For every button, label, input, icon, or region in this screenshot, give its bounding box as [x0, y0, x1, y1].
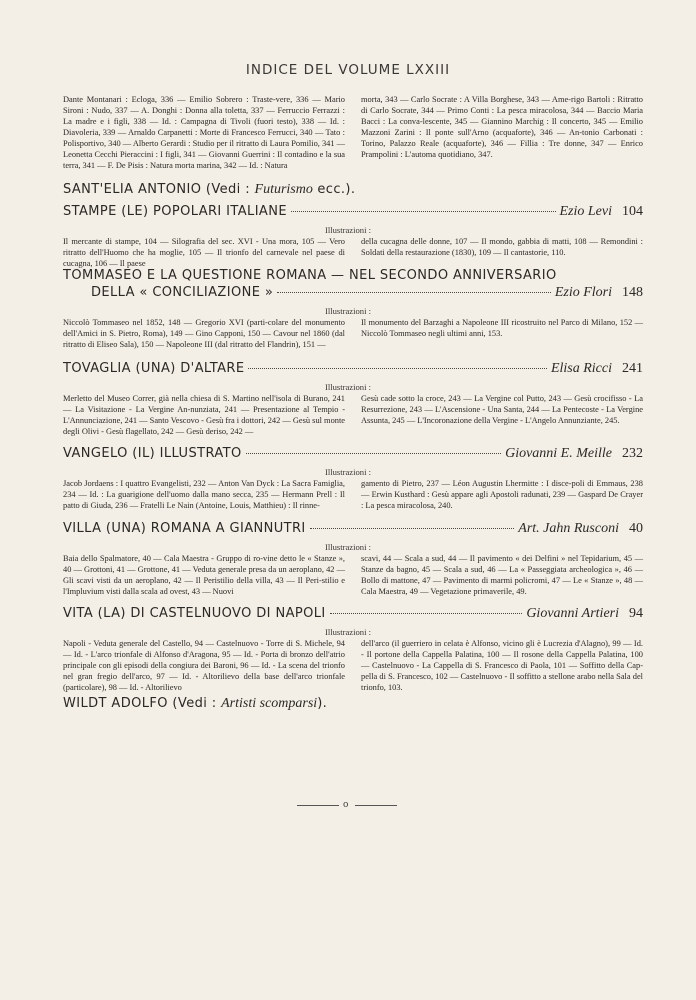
entry-title: VANGELO (IL) ILLUSTRATO [63, 446, 242, 461]
entry-reference: Futurismo [254, 182, 313, 197]
illustrations-right: dell'arco (il guerriero in celata è Alfonso, vicino gli è Lucrezia d'Alagno), 99 — Id. - Il portone della Cappella Palatina, 100 — Il rosone della Cappella Palatina, 100 — Castelnuovo - La Cappella di S. Francesco di Paola, 101 — Soffitto della Cap-pella di S. Francesco, 102 — Castelnuovo - Il soffitto a stellone arabo nella Sala del trionfo, 103. [361, 639, 643, 692]
illustrations-left: Merletto del Museo Correr, già nella chiesa di S. Martino nell'isola di Burano, 241 — La Visitazione - La Vergine An-nunziata, 241 — Presentazione al Tempio - L'Annunciazione, 241 — Santo Vescovo - Gesù fra i dottori, 242 — Gesù sul monte degli Olivi - Gesù flagellato, 242 — Gesù deriso, 242 — [63, 394, 345, 436]
entry-author: Ezio Flori [554, 285, 612, 300]
entry-author: Art. Jahn Rusconi [518, 521, 619, 536]
entry-author: Ezio Levi [559, 204, 612, 219]
intro-columns [63, 94, 643, 171]
leader-dots [291, 211, 556, 212]
entry-title: SANT'ELIA ANTONIO (Vedi : [63, 182, 255, 197]
stampe-illustrations [63, 236, 643, 269]
entry-page: 40 [629, 521, 643, 536]
entry-stampe [63, 204, 643, 220]
illustrations-right: Il monumento del Barzaghi a Napoleone III ricostruito nel Parco di Milano, 152 — Niccolò Tommaseo negli ultimi anni, 153. [361, 318, 643, 338]
ornament-line-right [355, 805, 397, 806]
illustrations-label: Illustrazioni : [324, 382, 372, 392]
illustrations-label: Illustrazioni : [324, 627, 372, 637]
leader-dots [248, 368, 546, 369]
illustrations-label: Illustrazioni : [324, 542, 372, 552]
illustrations-label: Illustrazioni : [324, 467, 372, 477]
entry-title: VILLA (UNA) ROMANA A GIANNUTRI [63, 521, 306, 536]
tommaseo-illustrations [63, 317, 643, 350]
entry-author: Elisa Ricci [550, 361, 612, 376]
leader-dots [277, 292, 551, 293]
illustrations-right: gamento di Pietro, 237 — Léon Augustin Lhermitte : I disce-poli di Emmaus, 238 — Erwin Kusthard : Gesù appare agli Apostoli radunati, 239 — Gaspard De Crayer : La pesca miracolosa, 240. [361, 479, 643, 510]
entry-author: Giovanni E. Meille [505, 446, 612, 461]
entry-page: 148 [622, 285, 643, 300]
vangelo-illustrations [63, 478, 643, 511]
illustrations-left: Il mercante di stampe, 104 — Silografia del sec. XVI - Una mora, 105 — Vero ritratto dell'Huomo che ha moglie, 105 — Il trionfo del carnevale nel paese di cucagna, 106 — Il paese [63, 237, 345, 268]
entry-title-line2: DELLA « CONCILIAZIONE » [91, 285, 274, 300]
entry-wildt [63, 696, 643, 712]
entry-title-tail: ). [317, 696, 328, 711]
entry-vangelo [63, 446, 643, 462]
illustrations-left: Niccolò Tommaseo nel 1852, 148 — Gregorio XVI (parti-colare del monumento dell'Amici in S. Pietro, Roma), 149 — Gino Capponi, 150 — Cavour nel 1860 (dal ritratto di Eliseo Sala), 150 — Napoleone III (dal ritratto del Flandrin), 151 — [63, 318, 345, 349]
entry-tommaseo [63, 268, 643, 301]
illustrations-right: della cucagna delle donne, 107 — Il mondo, gabbia di matti, 108 — Remondini : Soldati della restaurazione (1830), 109 — Il cantastorie, 110. [361, 237, 643, 257]
illustrations-left: Baia dello Spalmatore, 40 — Cala Maestra - Gruppo di ro-vine detto le « Stanze », 40 — Grottoni, 41 — Grottone, 41 — Veduta generale presa da un aeroplano, 42 — Gli scavi visti da un aeroplano, 42 — Il Peristilio della villa, 43 — Il Peri-stilio e l'Impluvium visti dalla scala ad ovest, 43 — Nuovi [63, 554, 345, 596]
entry-page: 241 [622, 361, 643, 376]
villa-illustrations [63, 553, 643, 597]
illustrations-right: scavi, 44 — Scala a sud, 44 — Il pavimento « dei Delfini » nel Tepidarium, 45 — Stanze da bagno, 45 — Scala a sud, 46 — La « Passeggiata archeologica », 46 — Bollo di mattone, 47 — Pavimento di marmi policromi, 47 — Le « Stanze », 48 — Cala Maestra, 49 — Vegetazione primaverile, 49. [361, 554, 643, 596]
entry-title: STAMPE (LE) POPOLARI ITALIANE [63, 204, 287, 219]
entry-title-tail: ecc.). [312, 182, 356, 197]
page-title: INDICE DEL VOLUME LXXIII [245, 62, 451, 78]
intro-left-column: Dante Montanari : Ecloga, 336 — Emilio Sobrero : Traste-vere, 336 — Mario Sironi : Nudo, 337 — A. Donghi : Donna alla toletta, 337 — Ferruccio Ferrazzi : La madre e i figli, 338 — Id. : Campagna di Tivoli (fuori testo), 338 — Id. : Diavoleria, 339 — Arnaldo Carpanetti : Morte di Francesco Ferrucci, 340 — Tato : Polisportivo, 340 — Alberto Gerardi : Studio per il ritratto di Laura Pomilio, 341 — Leonetta Cecchi Pieraccini : I figli, 341 — Giovanni Guerrini : Il contadino e la sua terra, 341 — F. De Pisis : Natura morta marina, 342 — Id. : Natura [63, 95, 345, 170]
illustrations-left: Napoli - Veduta generale del Castello, 94 — Castelnuovo - Torre di S. Michele, 94 — Id. - L'arco trionfale di Alfonso d'Aragona, 95 — Id. - Porta di bronzo dell'atrio principale con gli episodi della congiura dei Baroni, 96 — Id. - La scena del trionfo nel gran fregio dell'arco, 97 — Id. - Altorilievo della base dell'arco trionfale (particolare), 98 — Id. - Altorilievo [63, 639, 345, 692]
entry-title: TOVAGLIA (UNA) D'ALTARE [63, 361, 245, 376]
illustrations-label: Illustrazioni : [324, 225, 372, 235]
leader-dots [246, 453, 501, 454]
entry-page: 104 [622, 204, 643, 219]
entry-reference: Artisti scomparsi [221, 696, 318, 711]
entry-title: WILDT ADOLFO (Vedi : [63, 696, 222, 711]
illustrations-label: Illustrazioni : [324, 306, 372, 316]
entry-tovaglia [63, 361, 643, 377]
intro-right-column: morta, 343 — Carlo Socrate : A Villa Borghese, 343 — Ame-rigo Bartoli : Ritratto di Carlo Socrate, 344 — Primo Conti : La pesca miracolosa, 344 — Baccio Maria Bacci : La conva-lescente, 345 — Giannino Marchig : Il concerto, 345 — Emilio Mazzoni Zarini : Il ponte sull'Arno (acquaforte), 346 — An-tonio Carbonati : Torino, Palazzo Reale (acquaforte), 346 — Fillia : Tre donne, 347 — Enrico Prampolini : L'automa quotidiano, 347. [361, 95, 643, 159]
leader-dots [330, 613, 523, 614]
entry-page: 232 [622, 446, 643, 461]
tovaglia-illustrations [63, 393, 643, 437]
illustrations-right: Gesù cade sotto la croce, 243 — La Vergine col Putto, 243 — Gesù crocifisso - La Resurrezione, 243 — L'Ascensione - Una Santa, 244 — La Pentecoste - La Vergine Assunta, 245 — L'Incoronazione della Vergine - L'Angelo Annunziante, 245. [361, 394, 643, 425]
entry-vita [63, 606, 643, 622]
vita-illustrations [63, 638, 643, 693]
entry-page: 94 [629, 606, 643, 621]
entry-villa [63, 521, 643, 537]
ornament-circle: o [343, 800, 349, 810]
illustrations-left: Jacob Jordaens : I quattro Evangelisti, 232 — Anton Van Dyck : La Sacra Famiglia, 234 — Id. : La guarigione dell'uomo dalla mano secca, 235 — Hermann Prell : Il patto di Giuda, 236 — Fratelli Le Nain (Antoine, Louis, Matthieu) : Il rinne- [63, 479, 345, 510]
ornament-line-left [297, 805, 339, 806]
leader-dots [310, 528, 515, 529]
entry-title-line1: TOMMASEO E LA QUESTIONE ROMANA — NEL SECONDO ANNIVERSARIO [63, 268, 557, 283]
entry-author: Giovanni Artieri [526, 606, 619, 621]
entry-title: VITA (LA) DI CASTELNUOVO DI NAPOLI [63, 606, 326, 621]
entry-santelia [63, 182, 643, 198]
end-ornament [297, 800, 397, 810]
